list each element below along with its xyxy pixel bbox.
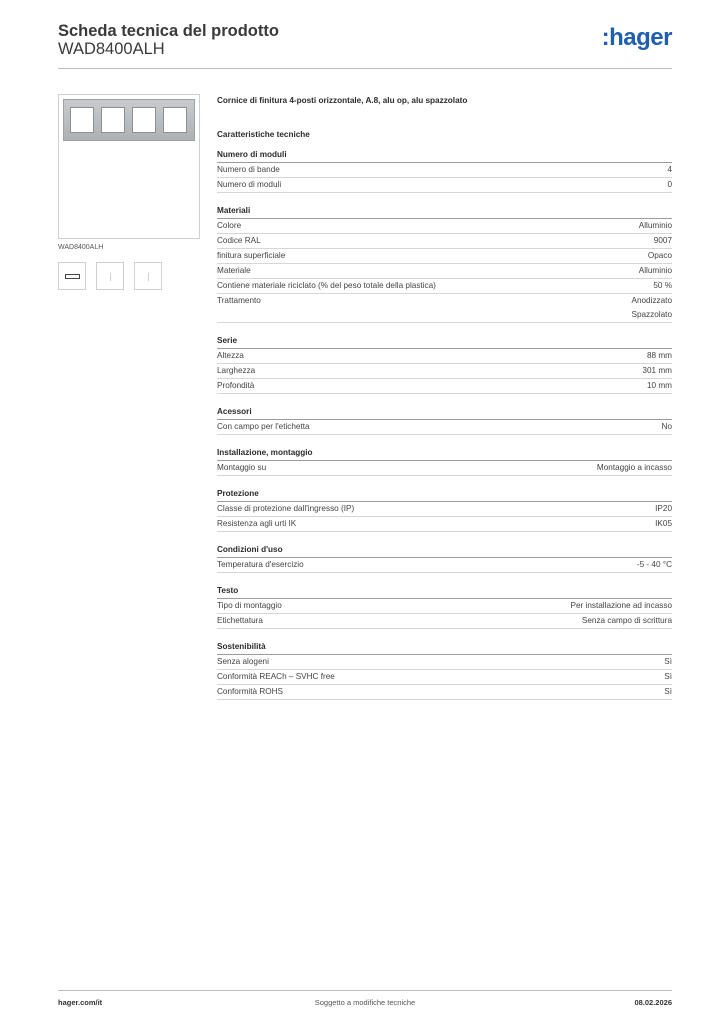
footer-divider	[58, 990, 672, 991]
spec-label: Numero di bande	[217, 165, 280, 174]
spec-row	[217, 461, 672, 476]
spec-section	[217, 543, 672, 573]
spec-row	[217, 234, 672, 249]
product-image-caption: WAD8400ALH	[58, 244, 104, 251]
spec-row	[217, 279, 672, 294]
spec-row	[217, 614, 672, 629]
spec-value: Alluminio	[638, 221, 672, 230]
spec-row	[217, 379, 672, 394]
side-view-icon	[110, 273, 111, 281]
spec-label: Con campo per l'etichetta	[217, 422, 310, 431]
spec-section	[217, 334, 672, 394]
spec-label: Classe di protezione dall'ingresso (IP)	[217, 504, 355, 513]
spec-label: Conformità ROHS	[217, 687, 283, 696]
spec-sections	[217, 148, 672, 700]
product-description: Cornice di finitura 4-posti orizzontale, A.8, alu op, alu spazzolato	[217, 96, 468, 105]
spec-label: finitura superficiale	[217, 251, 286, 260]
spec-label: Materiale	[217, 266, 251, 275]
frame-slot	[132, 107, 156, 133]
frame-outline-icon	[65, 274, 80, 279]
spec-row	[217, 364, 672, 379]
spec-section	[217, 405, 672, 435]
spec-value: IK05	[655, 519, 672, 528]
spec-row	[217, 599, 672, 614]
spec-label: Resistenza agli urti IK	[217, 519, 297, 528]
spec-value: 9007	[653, 236, 672, 245]
spec-label: Colore	[217, 221, 242, 230]
spec-value: Sì	[664, 657, 672, 666]
header-divider	[58, 68, 672, 69]
spec-section	[217, 487, 672, 532]
spec-row	[217, 178, 672, 193]
page-header	[58, 20, 672, 68]
spec-value: 0	[667, 180, 672, 189]
spec-section	[217, 446, 672, 476]
spec-label: Profondità	[217, 381, 255, 390]
frame-slot	[163, 107, 187, 133]
characteristics-heading: Caratteristiche tecniche	[217, 130, 310, 139]
section-title: Sostenibilità	[217, 640, 672, 655]
spec-label: Senza alogeni	[217, 657, 269, 666]
hager-logo: :hager	[601, 24, 672, 51]
spec-value: 50 %	[653, 281, 672, 290]
spec-row	[217, 264, 672, 279]
footer-website[interactable]: hager.com/it	[58, 998, 103, 1007]
spec-value: -5 - 40 °C	[636, 560, 672, 569]
spec-row	[217, 670, 672, 685]
spec-label: Etichettatura	[217, 616, 263, 625]
spec-row	[217, 685, 672, 700]
spec-row	[217, 517, 672, 532]
spec-section	[217, 204, 672, 323]
spec-value: 10 mm	[646, 381, 672, 390]
spec-label: Tipo di montaggio	[217, 601, 282, 610]
spec-value: No	[661, 422, 672, 431]
spec-value: 4	[667, 165, 672, 174]
spec-value: 301 mm	[642, 366, 672, 375]
section-title: Installazione, montaggio	[217, 446, 672, 461]
document-title: Scheda tecnica del prodotto	[58, 22, 279, 40]
spec-value: Alluminio	[638, 266, 672, 275]
spec-value: Sì	[664, 672, 672, 681]
spec-label: Codice RAL	[217, 236, 261, 245]
spec-row	[217, 655, 672, 670]
spec-label: Larghezza	[217, 366, 256, 375]
spec-value: Montaggio a incasso	[596, 463, 672, 472]
spec-row	[217, 502, 672, 517]
product-image	[58, 94, 200, 239]
section-title: Acessori	[217, 405, 672, 420]
section-title: Serie	[217, 334, 672, 349]
spec-value: 88 mm	[646, 351, 672, 360]
spec-value: Senza campo di scrittura	[581, 616, 672, 625]
frame-slot	[101, 107, 125, 133]
spec-label: Conformità REACh – SVHC free	[217, 672, 335, 681]
spec-row	[217, 294, 672, 323]
thumbnail-frame-icon[interactable]	[58, 262, 86, 290]
spec-section	[217, 584, 672, 629]
frame-slot	[70, 107, 94, 133]
spec-label: Montaggio su	[217, 463, 267, 472]
spec-value: IP20	[655, 504, 672, 513]
thumbnail-side-view[interactable]	[96, 262, 124, 290]
spec-value: Sì	[664, 687, 672, 696]
footer-disclaimer: Soggetto a modifiche tecniche	[314, 998, 416, 1007]
spec-row	[217, 163, 672, 178]
spec-value: Anodizzato Spazzolato	[631, 296, 672, 319]
spec-label: Temperatura d'esercizio	[217, 560, 304, 569]
thumbnail-dimension-view[interactable]	[134, 262, 162, 290]
spec-row	[217, 249, 672, 264]
section-title: Condizioni d'uso	[217, 543, 672, 558]
spec-label: Numero di moduli	[217, 180, 282, 189]
product-code: WAD8400ALH	[58, 40, 165, 58]
frame-illustration	[63, 99, 195, 141]
spec-row	[217, 219, 672, 234]
spec-label: Contiene materiale riciclato (% del peso totale della plastica)	[217, 281, 436, 290]
section-title: Protezione	[217, 487, 672, 502]
section-title: Testo	[217, 584, 672, 599]
dimension-view-icon	[148, 273, 149, 281]
section-title: Numero di moduli	[217, 148, 672, 163]
spec-row	[217, 558, 672, 573]
footer-date: 08.02.2026	[634, 998, 672, 1007]
spec-section	[217, 640, 672, 700]
spec-content	[217, 94, 672, 711]
spec-label: Trattamento	[217, 296, 261, 305]
spec-value: Opaco	[647, 251, 672, 260]
spec-section	[217, 148, 672, 193]
spec-row	[217, 349, 672, 364]
spec-value: Per installazione ad incasso	[570, 601, 672, 610]
spec-label: Altezza	[217, 351, 244, 360]
spec-row	[217, 420, 672, 435]
section-title: Materiali	[217, 204, 672, 219]
